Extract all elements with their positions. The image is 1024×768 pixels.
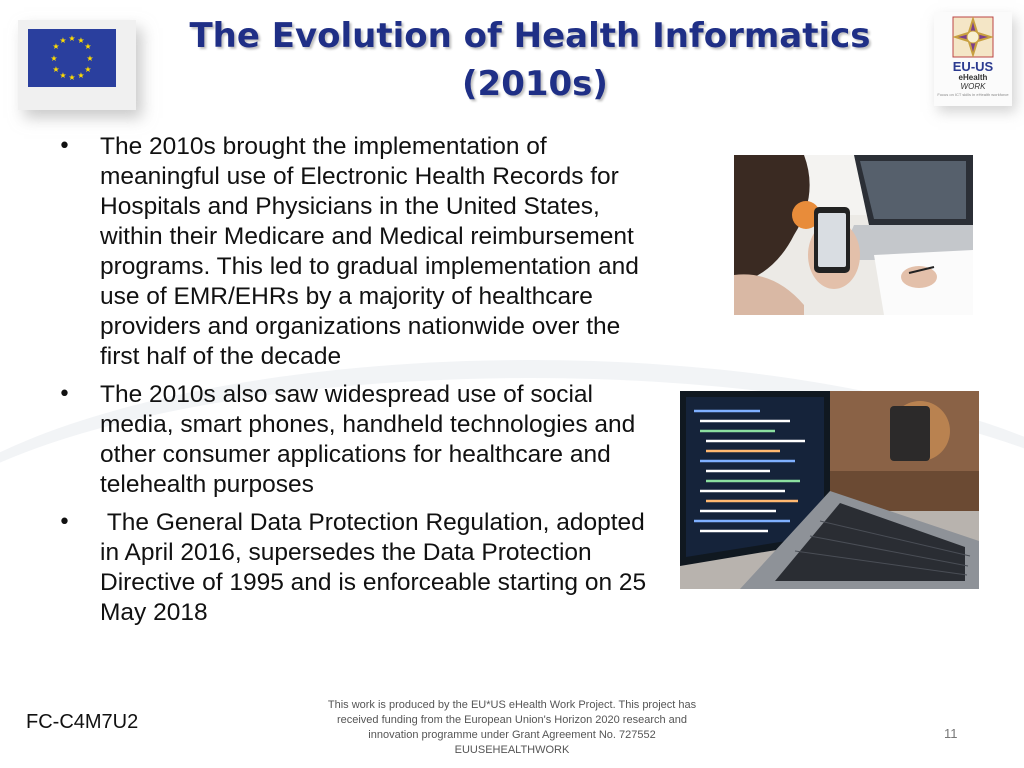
svg-text:★: ★ — [77, 36, 85, 45]
page-number: 11 — [944, 726, 958, 741]
bullet-marker: • — [58, 510, 71, 535]
title-line-2: (2010s) — [462, 64, 608, 104]
eu-us-ehealth-logo — [934, 12, 1012, 106]
footer-note-line: EUUSEHEALTHWORK — [454, 744, 570, 756]
compass-star-icon — [950, 14, 996, 60]
svg-text:★: ★ — [59, 71, 67, 80]
footer-code: FC-C4M7U2 — [26, 711, 139, 733]
svg-text:★: ★ — [68, 34, 76, 43]
bullet-item — [58, 132, 664, 372]
bullet-marker: • — [58, 382, 71, 407]
bullet-item — [58, 380, 664, 500]
page-title — [180, 12, 880, 108]
svg-text:★: ★ — [59, 36, 67, 45]
svg-text:★: ★ — [84, 65, 92, 74]
bullet-text: The General Data Protection Regulation, adopted in April 2016, supersedes the Data Protection Directive of 1995 and is enforceable starting on 25 May 2018 — [100, 509, 653, 626]
footer-note-line: received funding from the European Union's Horizon 2020 research and — [336, 714, 688, 726]
title-line-1: The Evolution of Health Informatics — [189, 16, 871, 56]
logo-tagline: Focus on ICT skills in eHealth workforce — [937, 92, 1009, 97]
footer-funding-note — [300, 698, 724, 758]
footer-note-line: innovation programme under Grant Agreement No. 727552 — [368, 729, 656, 741]
footer-note-line: This work is produced by the EU*US eHealth Work Project. This project has — [327, 699, 697, 711]
svg-text:★: ★ — [50, 54, 58, 63]
laptop-code-photo — [680, 391, 979, 589]
bullet-item — [58, 508, 664, 628]
bullet-text: The 2010s brought the implementation of meaningful use of Electronic Health Records for Hospitals and Physicians in the United States, within their Medicare and Medical reimbursement programs. This led to gradual implementation and use of EMR/EHRs by a majority of healthcare providers and organizations nationwide over the first half of the decade — [100, 133, 639, 370]
woman-phone-laptop-photo — [734, 155, 973, 315]
eu-flag-icon — [18, 20, 136, 110]
logo-ehealth: eHealth — [958, 73, 988, 82]
eu-flag-stars — [28, 29, 116, 87]
svg-text:★: ★ — [52, 65, 60, 74]
bullet-text: The 2010s also saw widespread use of social media, smart phones, handheld technologies and other consumer applications for healthcare and telehealth purposes — [100, 381, 636, 498]
bullet-marker: • — [58, 134, 71, 159]
svg-text:★: ★ — [77, 71, 85, 80]
svg-text:★: ★ — [84, 42, 92, 51]
svg-text:★: ★ — [68, 73, 76, 82]
svg-text:★: ★ — [52, 42, 60, 51]
svg-text:★: ★ — [86, 54, 94, 63]
logo-name: EU-US — [952, 59, 994, 74]
logo-work: WORK — [960, 82, 986, 91]
bullet-list — [58, 132, 664, 636]
eu-flag — [28, 29, 116, 87]
